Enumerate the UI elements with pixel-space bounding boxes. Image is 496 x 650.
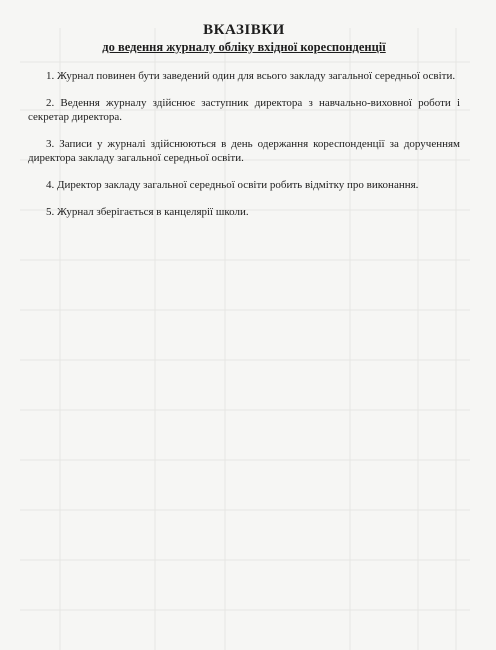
instructions-block [28,22,460,232]
instruction-paragraph-1: 1. Журнал повинен бути заведений один для всього закладу загальної середньої освіти. [46,70,456,82]
document-title: ВКАЗІВКИ [203,22,285,38]
instruction-paragraph-4: 4. Директор закладу загальної середньої освіти робить відмітку про виконання. [46,179,419,191]
instruction-paragraph-5: 5. Журнал зберігається в канцелярії школи. [46,206,249,218]
instruction-paragraph-2: 2. Ведення журналу здійснює заступник директора з навчально-виховної роботи і секретар директора. [28,97,460,123]
document-subtitle: до ведення журналу обліку вхідної кореспонденції [102,40,386,54]
instruction-paragraph-3: 3. Записи у журналі здійснюються в день одержання кореспонденції за дорученням директора закладу загальної середньої освіти. [28,138,460,164]
